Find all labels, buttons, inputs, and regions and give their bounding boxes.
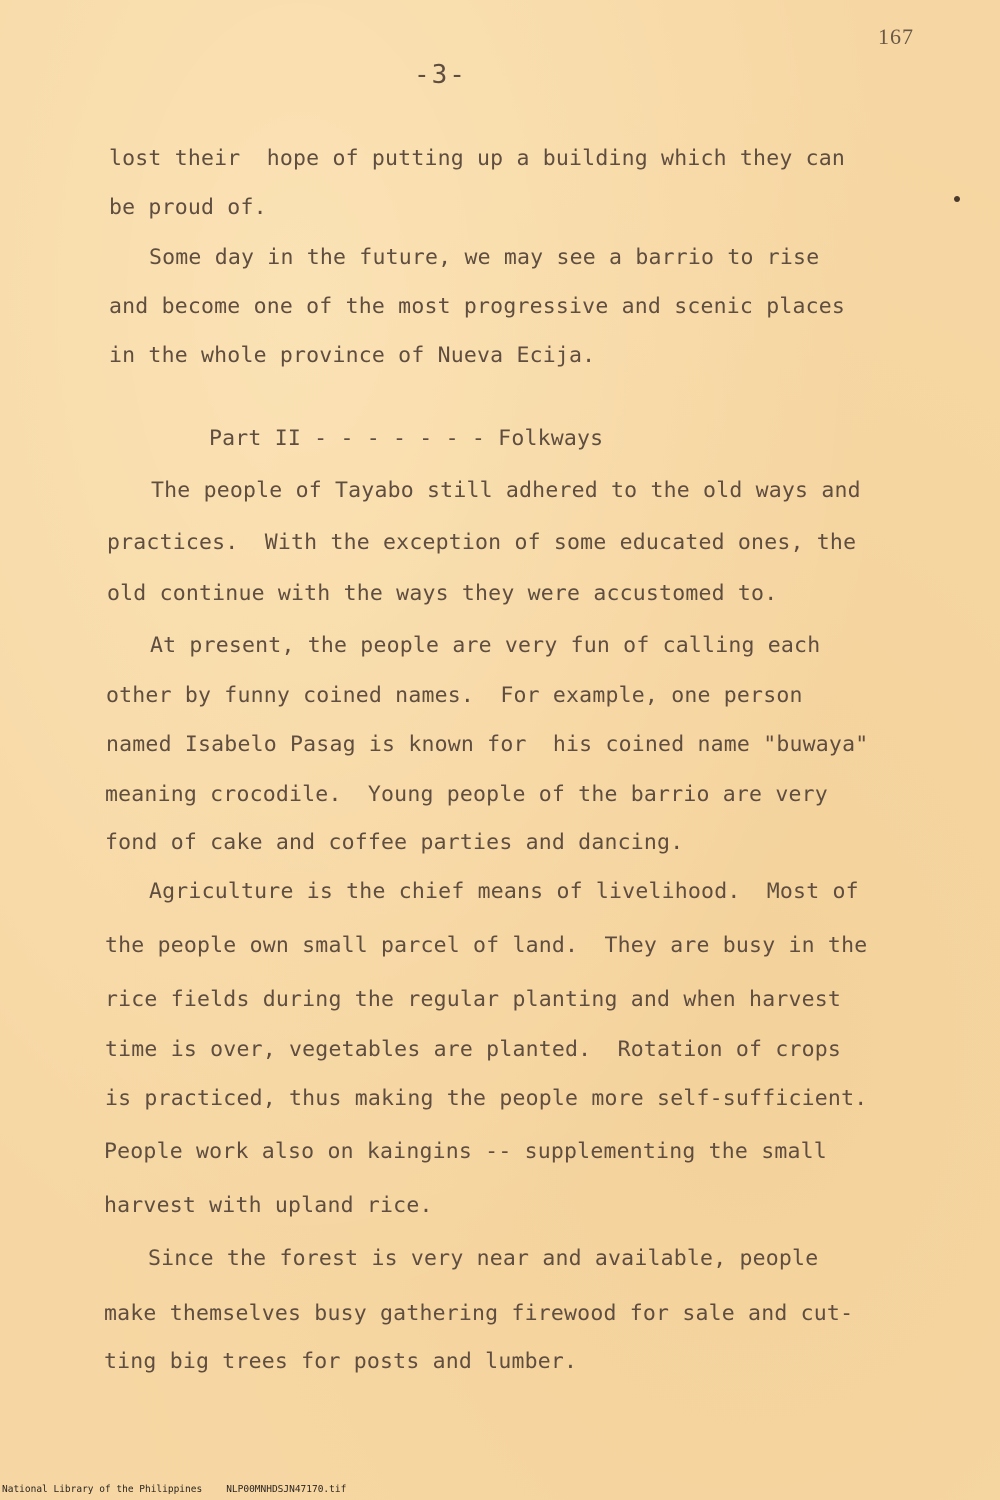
text-line: Agriculture is the chief means of livelihood. Most of [149, 879, 859, 904]
folio-number: 167 [878, 24, 914, 49]
scan-footer [2, 1484, 346, 1495]
text-line: lost their hope of putting up a building which they can [109, 146, 846, 171]
text-line: named Isabelo Pasag is known for his coined name "buwaya" [106, 732, 869, 757]
text-line: is practiced, thus making the people more self-sufficient. [105, 1086, 868, 1111]
text-line: Some day in the future, we may see a barrio to rise [149, 245, 820, 270]
text-line: At present, the people are very fun of calling each [150, 633, 821, 658]
ink-speck [954, 196, 960, 202]
text-line: and become one of the most progressive and scenic places [109, 294, 846, 319]
text-line: Since the forest is very near and available, people [148, 1246, 819, 1271]
text-line: time is over, vegetables are planted. Rotation of crops [105, 1037, 842, 1062]
text-line: People work also on kaingins -- supplementing the small [104, 1139, 827, 1164]
text-line: old continue with the ways they were accustomed to. [107, 581, 778, 606]
page-number: -3- [414, 60, 467, 90]
text-line: other by funny coined names. For example, one person [106, 683, 803, 708]
section-heading: Part II - - - - - - - Folkways [209, 426, 604, 451]
text-line: meaning crocodile. Young people of the barrio are very [105, 782, 828, 807]
text-line: fond of cake and coffee parties and dancing. [105, 830, 684, 855]
text-line: ting big trees for posts and lumber. [104, 1349, 578, 1374]
text-line: in the whole province of Nueva Ecija. [109, 343, 596, 368]
text-line: The people of Tayabo still adhered to the old ways and [151, 478, 861, 503]
text-line: the people own small parcel of land. They are busy in the [105, 933, 868, 958]
footer-institution: National Library of the Philippines [2, 1484, 203, 1495]
text-line: be proud of. [109, 195, 267, 220]
text-line: harvest with upland rice. [104, 1193, 433, 1218]
text-line: rice fields during the regular planting and when harvest [105, 987, 842, 1012]
footer-filename: NLP00MNHDSJN47170.tif [226, 1484, 347, 1495]
text-line: make themselves busy gathering firewood for sale and cut- [104, 1301, 854, 1326]
text-line: practices. With the exception of some educated ones, the [107, 530, 857, 555]
